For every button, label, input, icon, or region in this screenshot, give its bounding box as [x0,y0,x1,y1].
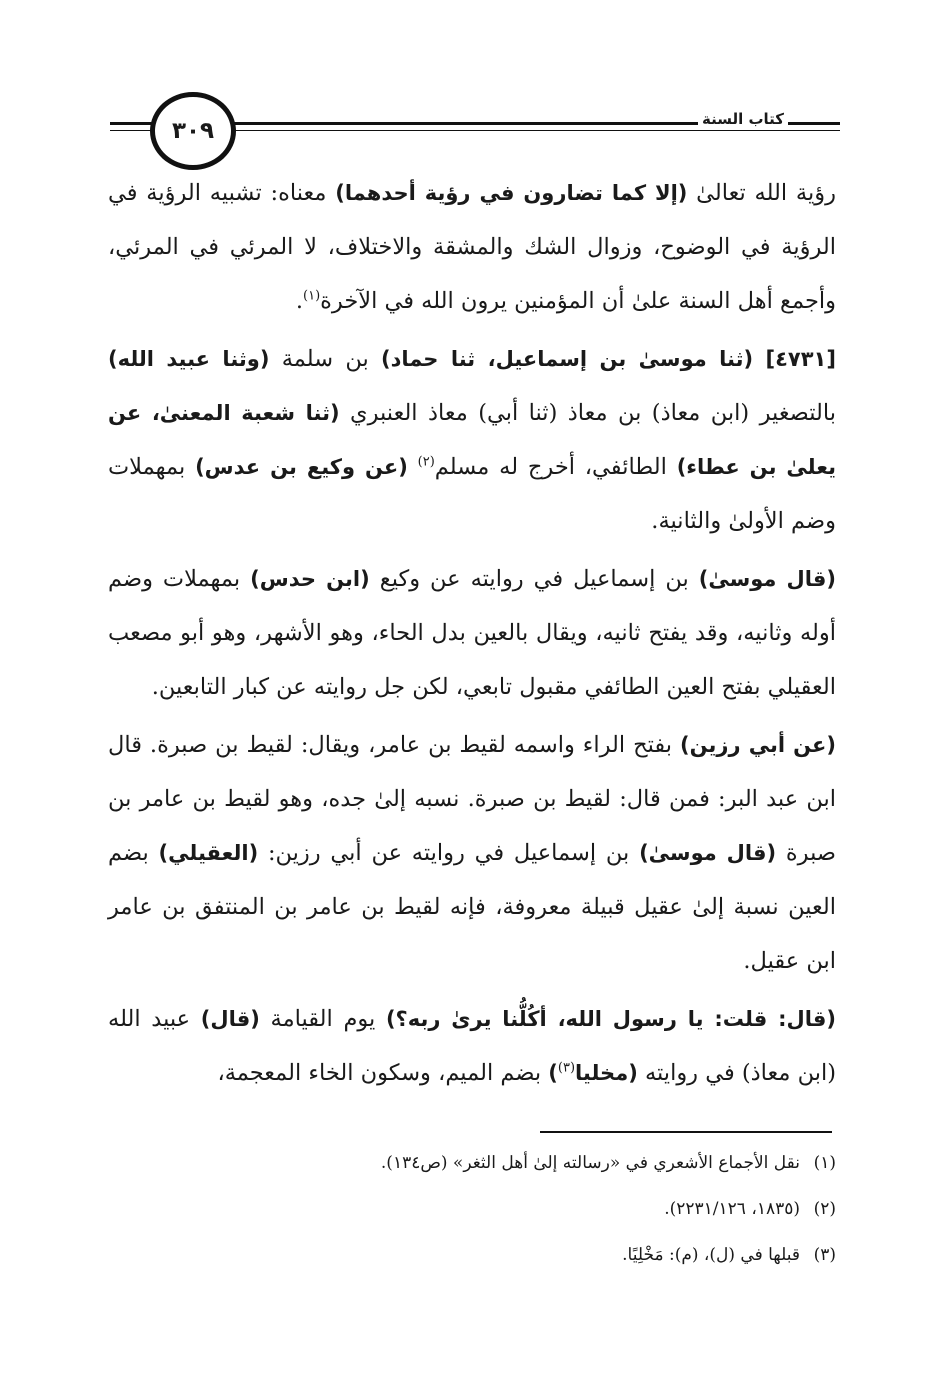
text-segment: بن معاذ [557,400,652,426]
text-segment: عبيد الله [108,1006,201,1032]
running-title: كتاب السنة [698,110,788,128]
text-segment: (العقيلي) [158,841,259,865]
text-segment: (ابن حدس) [250,567,370,591]
page-number-circle [150,92,236,170]
text-segment: بمهملات وضم أوله وثانيه، وقد يفتح ثانيه، ويقال بالعين بدل الحاء، وهو الأشهر، وهو أبو مصعب العقيلي بفتح العين الطائفي مقبول تابعي، لكن جل روايته عن كبار التابعين. [108,566,836,700]
text-segment: بمهملات وضم الأولىٰ والثانية. [108,454,836,534]
text-segment: ) [548,1061,558,1085]
text-segment: (ابن معاذ) [651,400,750,426]
text-segment: (قال: قلت: يا رسول الله، أكُلُّنا يرىٰ ربه؟) [385,1007,836,1031]
footnote-number: (٣) [813,1245,836,1265]
text-segment: (ثنا أبي) [478,400,558,426]
footnotes [108,1140,836,1278]
paragraph [108,992,836,1100]
text-segment: الطائفي، أخرج له مسلم [434,454,677,480]
text-segment: بن إسماعيل في روايته عن أبي رزين: [258,840,640,866]
text-segment: (ثنا شعبة المعنىٰ، عن يعلىٰ بن عطاء) [108,401,836,479]
text-segment: رؤية الله تعالىٰ [687,180,836,206]
text-segment: (قال موسىٰ) [698,567,836,591]
footnote-ref: (٢) [417,454,435,470]
footnote-text: (١٨٣٥، ٢٢٣١/١٢٦). [664,1199,800,1219]
text-segment: (قال) [200,1007,260,1031]
text-segment: (وثنا عبيد الله) [108,347,270,371]
footnote-item [108,1232,836,1278]
paragraph [108,718,836,988]
text-segment: [٤٧٣١] [753,347,836,371]
footnote-ref: (٣) [557,1060,576,1076]
text-segment: بضم العين نسبة إلىٰ عقيل قبيلة معروفة، فإنه لقيط بن عامر بن المنتفق بن عامر ابن عقيل. [108,840,836,974]
text-segment: (عن وكيع بن عدس) [195,455,408,479]
text-segment: معناه: تشبيه الرؤية في الرؤية في الوضوح، وزوال الشك والمشقة والاختلاف، لا المرئي في المرئي، وأجمع أهل السنة علىٰ أن المؤمنين يرون الله في الآخرة [108,180,836,314]
footnote-text: نقل الأجماع الأشعري في «رسالته إلىٰ أهل الثغر» (ص١٣٤). [380,1153,800,1173]
footnote-number: (٢) [813,1199,836,1219]
text-segment: في روايته [637,1060,742,1086]
text-segment: (إلا كما تضارون في رؤية أحدهما) [335,181,688,205]
text-segment: يوم القيامة [259,1006,386,1032]
footnote-text: قبلها في (ل)، (م): مَخْلِيًا. [622,1245,800,1265]
text-segment: معاذ العنبري [339,400,479,426]
text-segment: (ابن معاذ) [741,1060,836,1086]
text-segment: بضم الميم، وسكون الخاء المعجمة، [217,1060,549,1086]
page-header [110,92,840,164]
text-segment: (مخليا [575,1061,638,1085]
footnote-ref: (١) [303,288,321,304]
footnote-separator [540,1131,832,1133]
text-segment: . [295,288,303,314]
footnote-item [108,1140,836,1186]
text-segment: (عن أبي رزين) [680,733,836,757]
paragraph [108,552,836,714]
text-segment [408,454,418,480]
text-segment: (ثنا موسىٰ بن إسماعيل، ثنا حماد) [380,347,754,371]
text-segment: (قال موسىٰ) [639,841,777,865]
paragraph [108,332,836,548]
header-rule-right-thin [230,130,840,131]
text-segment: بالتصغير [749,400,836,426]
text-segment: بن إسماعيل في روايته عن وكيع [369,566,699,592]
main-text [108,166,836,1104]
footnote-number: (١) [813,1153,836,1173]
page-number: ٣٠٩ [171,118,215,144]
footnote-item [108,1186,836,1232]
text-segment: بفتح الراء واسمه لقيط بن عامر، ويقال: لقيط بن صبرة. قال ابن عبد البر: فمن قال: لقيط بن صبرة. نسبه إلىٰ جده، وهو لقيط بن عامر بن صبرة [108,732,836,866]
paragraph [108,166,836,328]
text-segment: بن سلمة [269,346,381,372]
